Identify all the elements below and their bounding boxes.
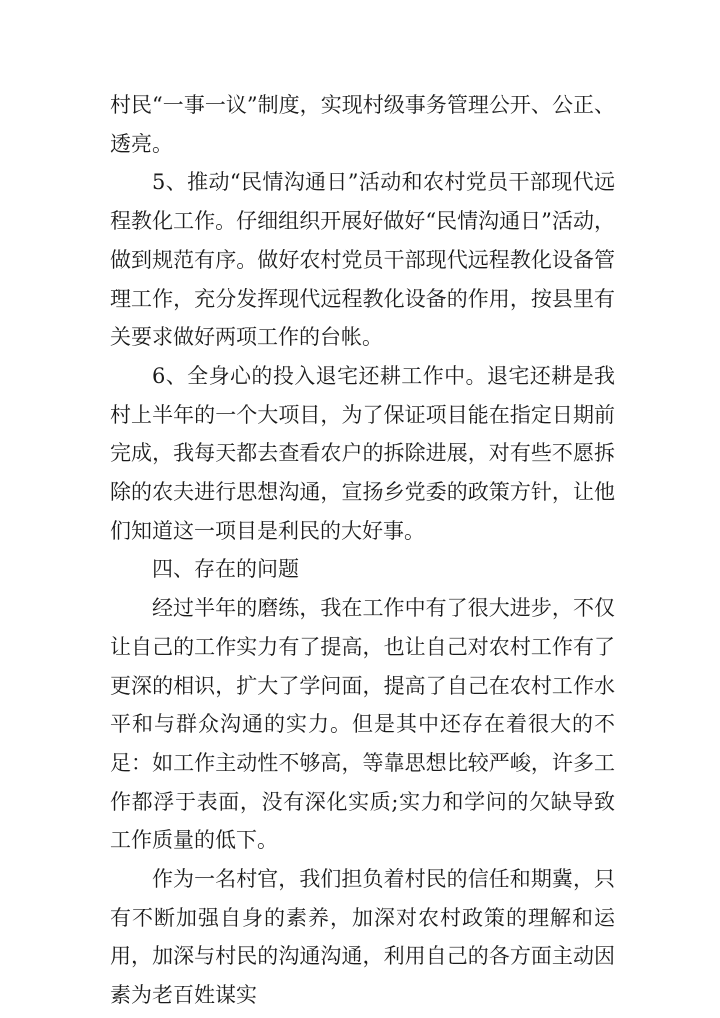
paragraph-item-6: 6、全身心的投入退宅还耕工作中。退宅还耕是我村上半年的一个大项目，为了保证项目能在指定日期前完成，我每天都去查看农户的拆除进展，对有些不愿拆除的农夫进行思想沟通，宣扬乡党委的政策方针，让他们知道这一项目是利民的大好事。 — [110, 363, 615, 543]
paragraph-item-5: 5、推动“民情沟通日”活动和农村党员干部现代远程教化工作。仔细组织开展好做好“民情沟通日”活动，做到规范有序。做好农村党员干部现代远程教化设备管理工作，充分发挥现代远程教化设备的作用，按县里有关要求做好两项工作的台帐。 — [110, 170, 615, 350]
paragraph-continued: 村民“一事一议”制度，实现村级事务管理公开、公正、透亮。 — [110, 93, 615, 156]
paragraph-conclusion: 作为一名村官，我们担负着村民的信任和期冀，只有不断加强自身的素养，加深对农村政策的理解和运用，加深与村民的沟通沟通，利用自己的各方面主动因素为老百姓谋实 — [110, 867, 615, 1008]
document-body — [110, 86, 615, 1015]
paragraph-problems: 经过半年的磨练，我在工作中有了很大进步，不仅让自己的工作实力有了提高，也让自己对农村工作有了更深的相识，扩大了学问面，提高了自己在农村工作水平和与群众沟通的实力。但是其中还存在着很大的不足：如工作主动性不够高，等靠思想比较严峻，许多工作都浮于表面，没有深化实质;实力和学问的欠缺导致工作质量的低下。 — [110, 596, 615, 853]
section-heading-problems: 四、存在的问题 — [152, 557, 299, 582]
